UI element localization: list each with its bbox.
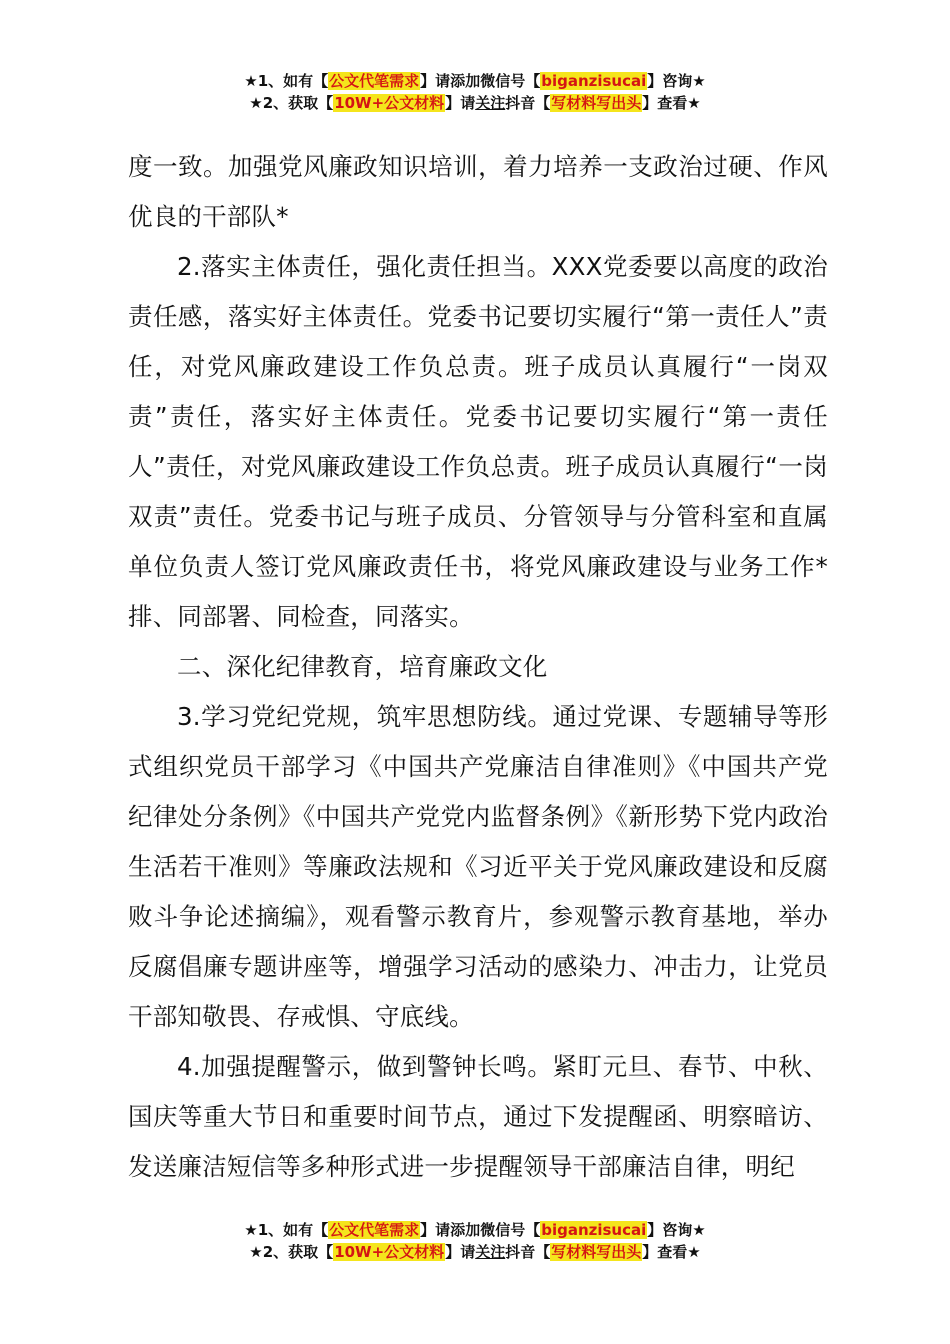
promo-text: 】咨询★ bbox=[647, 1221, 706, 1239]
promo-text: 微信号【 bbox=[480, 72, 541, 90]
promo-text: 微信号【 bbox=[480, 1221, 541, 1239]
document-body bbox=[128, 142, 828, 1192]
promo-footer bbox=[0, 1219, 950, 1263]
section-heading: 二、深化纪律教育，培育廉政文化 bbox=[177, 652, 548, 681]
promo-text: ★2、获取【 bbox=[249, 94, 334, 112]
promo-text: 抖音【 bbox=[505, 94, 551, 112]
paragraph-item-4: 4.加强提醒警示，做到警钟长鸣。紧盯元旦、春节、中秋、国庆等重大节日和重要时间节点，通过下发提醒函、明察暗访、发送廉洁短信等多种形式进一步提醒领导干部廉洁自律，明纪 bbox=[128, 1052, 828, 1181]
promo-text: 加 bbox=[465, 1221, 481, 1239]
promo-highlight-douyin-id: 写材料写出头 bbox=[551, 94, 642, 112]
promo-text: 】请添 bbox=[420, 72, 466, 90]
promo-highlight-wechat-id: biganzisucai bbox=[541, 72, 647, 90]
promo-header-line-1 bbox=[0, 70, 950, 92]
promo-highlight: 公文代笔需求 bbox=[329, 1221, 420, 1239]
promo-text: 】请 bbox=[445, 94, 476, 112]
promo-text: 】咨询★ bbox=[647, 72, 706, 90]
promo-text: 】请 bbox=[445, 1243, 476, 1261]
paragraph-continued: 度一致。加强党风廉政知识培训，着力培养一支政治过硬、作风优良的干部队* bbox=[128, 152, 828, 231]
promo-text: 】查看★ bbox=[642, 94, 701, 112]
paragraph-item-2: 2.落实主体责任，强化责任担当。XXX党委要以高度的政治责任感，落实好主体责任。党委书记要切实履行“第一责任人”责任，对党风廉政建设工作负总责。班子成员认真履行“一岗双责”责任，落实好主体责任。党委书记要切实履行“第一责任人”责任，对党风廉政建设工作负总责。班子成员认真履行“一岗双责”责任。党委书记与班子成员、分管领导与分管科室和直属单位负责人签订党风廉政责任书，将党风廉政建设与业务工作*排、同部署、同检查，同落实。 bbox=[128, 252, 828, 631]
promo-text: 】请添 bbox=[420, 1221, 466, 1239]
promo-text: ★2、获取【 bbox=[249, 1243, 334, 1261]
promo-highlight-wechat-id: biganzisucai bbox=[541, 1221, 647, 1239]
promo-text: 抖音【 bbox=[505, 1243, 551, 1261]
promo-header bbox=[0, 70, 950, 114]
paragraph-item-3: 3.学习党纪党规，筑牢思想防线。通过党课、专题辅导等形式组织党员干部学习《中国共产党廉洁自律准则》《中国共产党纪律处分条例》《中国共产党党内监督条例》《新形势下党内政治生活若干准则》等廉政法规和《习近平关于党风廉政建设和反腐败斗争论述摘编》，观看警示教育片，参观警示教育基地，举办反腐倡廉专题讲座等，增强学习活动的感染力、冲击力，让党员干部知敬畏、存戒惧、守底线。 bbox=[128, 702, 828, 1031]
promo-highlight: 10W+公文材料 bbox=[334, 94, 445, 112]
promo-text: 加 bbox=[465, 72, 481, 90]
promo-footer-line-1 bbox=[0, 1219, 950, 1241]
promo-text-underlined: 关注 bbox=[475, 94, 506, 112]
promo-text: ★1、如有【 bbox=[244, 1221, 329, 1239]
promo-text: 】查看★ bbox=[642, 1243, 701, 1261]
promo-text: ★1、如有【 bbox=[244, 72, 329, 90]
promo-highlight: 公文代笔需求 bbox=[329, 72, 420, 90]
promo-highlight: 10W+公文材料 bbox=[334, 1243, 445, 1261]
promo-highlight-douyin-id: 写材料写出头 bbox=[551, 1243, 642, 1261]
promo-header-line-2 bbox=[0, 92, 950, 114]
promo-text-underlined: 关注 bbox=[475, 1243, 506, 1261]
promo-footer-line-2 bbox=[0, 1241, 950, 1263]
